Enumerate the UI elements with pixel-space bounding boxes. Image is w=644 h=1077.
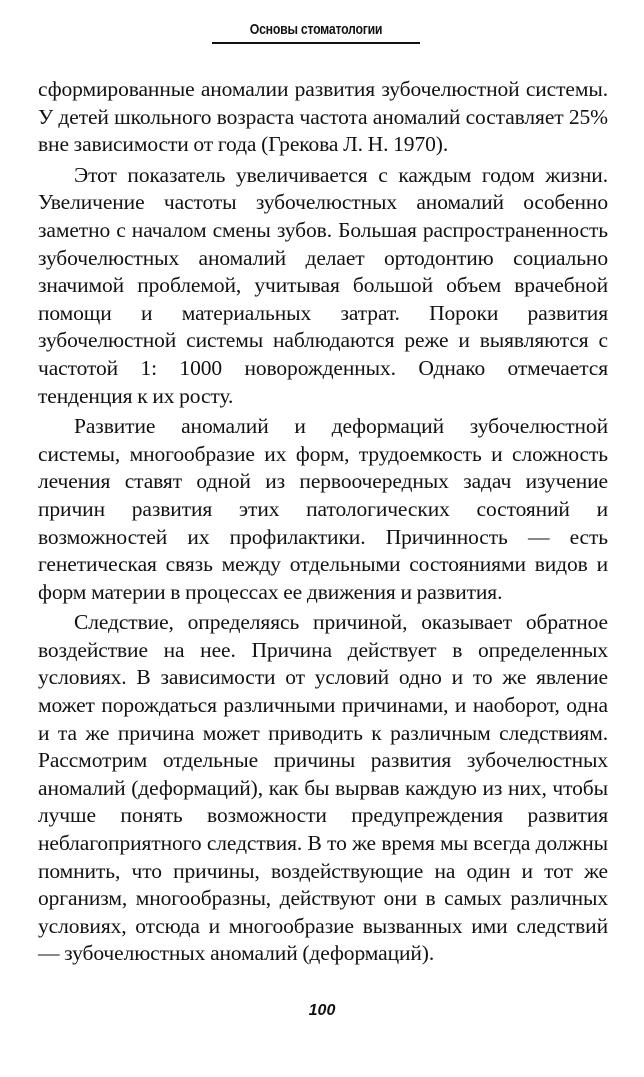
header-rule [212, 42, 420, 44]
paragraph: Этот показатель увеличивается с каждым годом жизни. Увеличение частоты зубочелюстных аномалий особенно заметно с началом смены зубов. Большая распространенность зубочелюстных аномалий делает ортодонтию социально значимой проблемой, учитывая большой объем врачебной помощи и материальных затрат. Пороки развития зубочелюстной системы наблюдаются реже и выявляются с частотой 1: 1000 новорожденных. Однако отмечается тенденция к их росту. [38, 162, 608, 408]
paragraph: Развитие аномалий и деформаций зубочелюстной системы, многообразие их форм, трудоемкость и сложность лечения ставят одной из первоочередных задач изучение причин развития этих патологических состояний и возможностей их профилактики. Причинность — есть генетическая связь между отдельными состояниями видов и форм материи в процессах ее движения и развития. [38, 414, 608, 604]
body-text [38, 76, 608, 971]
paragraph-continued: сформированные аномалии развития зубочелюстной системы. У детей школьного возраста частота аномалий составляет 25% вне зависимости от года (Грекова Л. Н. 1970). [38, 77, 608, 157]
page-number: 100 [308, 1002, 336, 1019]
paragraph: Следствие, определяясь причиной, оказывает обратное воздействие на нее. Причина действует в определенных условиях. В зависимости от условий одно и то же явление может порождаться различными причинами, и наоборот, одна и та же причина может приводить к различным следствиям. Рассмотрим отдельные причины развития зубочелюстных аномалий (деформаций), как бы вырвав каждую из них, чтобы лучше понять возможности предупреждения развития неблагоприятного следствия. В то же время мы всегда должны помнить, что причины, воздействующие на один и тот же организм, многообразны, действуют они в самых различных условиях, отсюда и многообразие вызванных ими следствий — зубочелюстных аномалий (деформаций). [38, 610, 608, 966]
running-header: Основы стоматологии [249, 21, 383, 38]
